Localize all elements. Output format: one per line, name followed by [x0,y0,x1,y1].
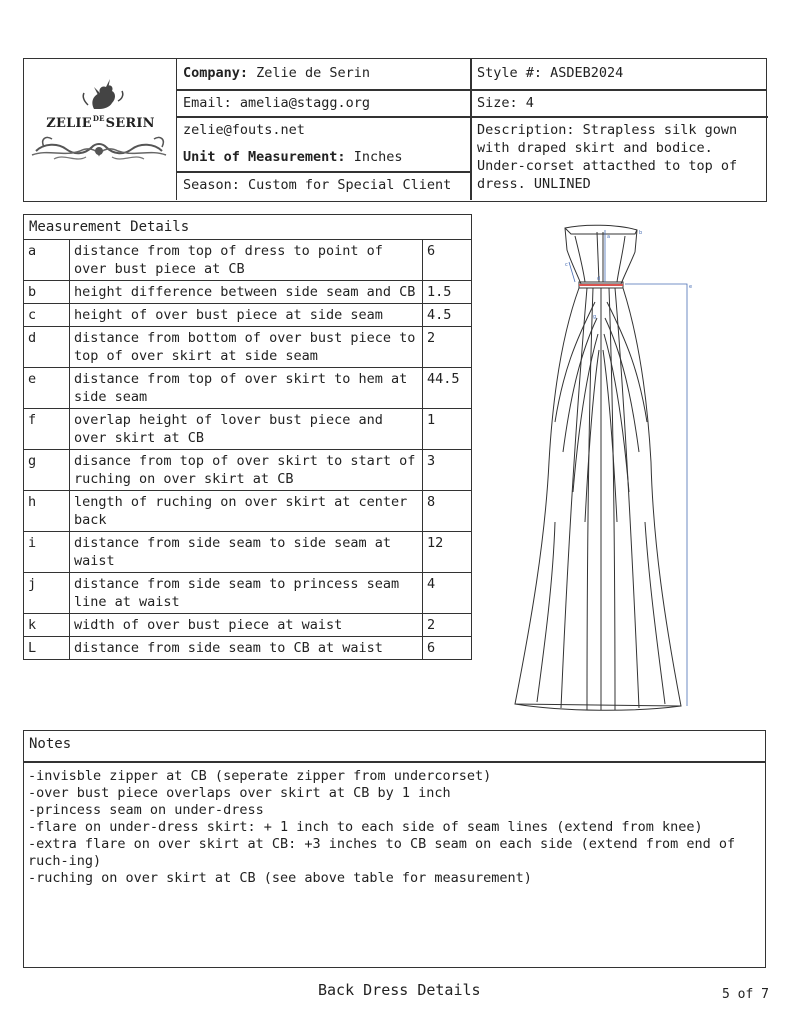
note-line: -over bust piece overlaps over skirt at CB by 1 inch [28,785,451,801]
email-secondary: zelie@fouts.net [183,122,305,138]
measurement-value: 2 [423,614,472,637]
measurement-key: i [24,532,70,573]
measurement-key: d [24,327,70,368]
note-line: -ruching on over skirt at CB (see above table for measurement) [28,870,532,886]
measurement-row [24,614,472,637]
measurement-description: distance from top of over skirt to hem at side seam [70,368,423,409]
measurement-description: length of ruching on over skirt at center back [70,491,423,532]
measurement-value: 2 [423,327,472,368]
notes-panel [23,730,766,968]
description-field: Description: Strapless silk gown with draped skirt and bodice. Under-corset attacthed to top of dress. UNLINED [477,122,738,192]
season-field: Season: Custom for Special Client [183,177,452,193]
measurement-row [24,304,472,327]
measurement-key: e [24,368,70,409]
measurement-key: j [24,573,70,614]
measurement-description: distance from bottom of over bust piece to top of over skirt at side seam [70,327,423,368]
page-number: 5 of 7 [722,987,769,1002]
measurement-row [24,573,472,614]
svg-text:c: c [565,262,568,268]
measurement-key: f [24,409,70,450]
measurement-value: 1 [423,409,472,450]
measurement-key: h [24,491,70,532]
spec-header [23,58,767,202]
measurement-row [24,327,472,368]
measurement-value: 12 [423,532,472,573]
measurement-row [24,240,472,281]
measurement-description: overlap height of lover bust piece and over skirt at CB [70,409,423,450]
measurement-key: c [24,304,70,327]
measurement-description: height difference between side seam and CB [70,281,423,304]
logo-cell [24,59,177,200]
measurement-value: 44.5 [423,368,472,409]
email-field: Email: amelia@stagg.org [183,95,370,111]
measurement-table-title: Measurement Details [24,215,472,240]
measurement-value: 4.5 [423,304,472,327]
measurement-description: distance from top of dress to point of over bust piece at CB [70,240,423,281]
measurement-table [23,214,472,660]
measurement-description: width of over bust piece at waist [70,614,423,637]
measurement-row [24,409,472,450]
measurement-value: 1.5 [423,281,472,304]
measurement-value: 3 [423,450,472,491]
brand-wordmark: $ZELIE^{DE}SERIN$ [46,114,155,131]
measurement-description: distance from side seam to CB at waist [70,637,423,660]
measurement-row [24,637,472,660]
measurement-key: k [24,614,70,637]
unit-of-measurement-field: Unit of Measurement: Inches [183,149,403,165]
measurement-value: 4 [423,573,472,614]
measurement-key: g [24,450,70,491]
measurement-value: 8 [423,491,472,532]
measurement-row [24,281,472,304]
measurement-description: height of over bust piece at side seam [70,304,423,327]
note-line: -flare on under-dress skirt: + 1 inch to each side of seam lines (extend from knee) [28,819,703,835]
note-line: -princess seam on under-dress [28,802,264,818]
svg-text:b: b [639,230,643,236]
measurement-description: distance from side seam to princess seam line at waist [70,573,423,614]
company-field: Company: Zelie de Serin [183,65,370,81]
notes-title: Notes [29,736,72,752]
note-line: -invisble zipper at CB (seperate zipper from undercorset) [28,768,492,784]
measurement-row [24,450,472,491]
measurement-key: b [24,281,70,304]
svg-text:e: e [689,284,693,290]
measurement-row [24,532,472,573]
back-dress-sketch [505,222,705,714]
measurement-value: 6 [423,240,472,281]
measurement-key: a [24,240,70,281]
measurement-row [24,368,472,409]
measurement-description: distance from side seam to side seam at waist [70,532,423,573]
svg-text:d: d [597,276,601,282]
page-title: Back Dress Details [318,981,481,999]
size-field: Size: 4 [477,95,534,111]
note-line: -extra flare on over skirt at CB: +3 inches to CB seam on each side (extend from end of ruch-ing) [28,836,744,869]
measurement-description: disance from top of over skirt to start of ruching on over skirt at CB [70,450,423,491]
svg-text:a: a [607,234,611,240]
style-number-field: Style #: ASDEB2024 [477,65,624,81]
svg-text:g: g [593,314,597,320]
measurement-value: 6 [423,637,472,660]
notes-body [28,768,756,887]
measurement-row [24,491,472,532]
measurement-key: L [24,637,70,660]
